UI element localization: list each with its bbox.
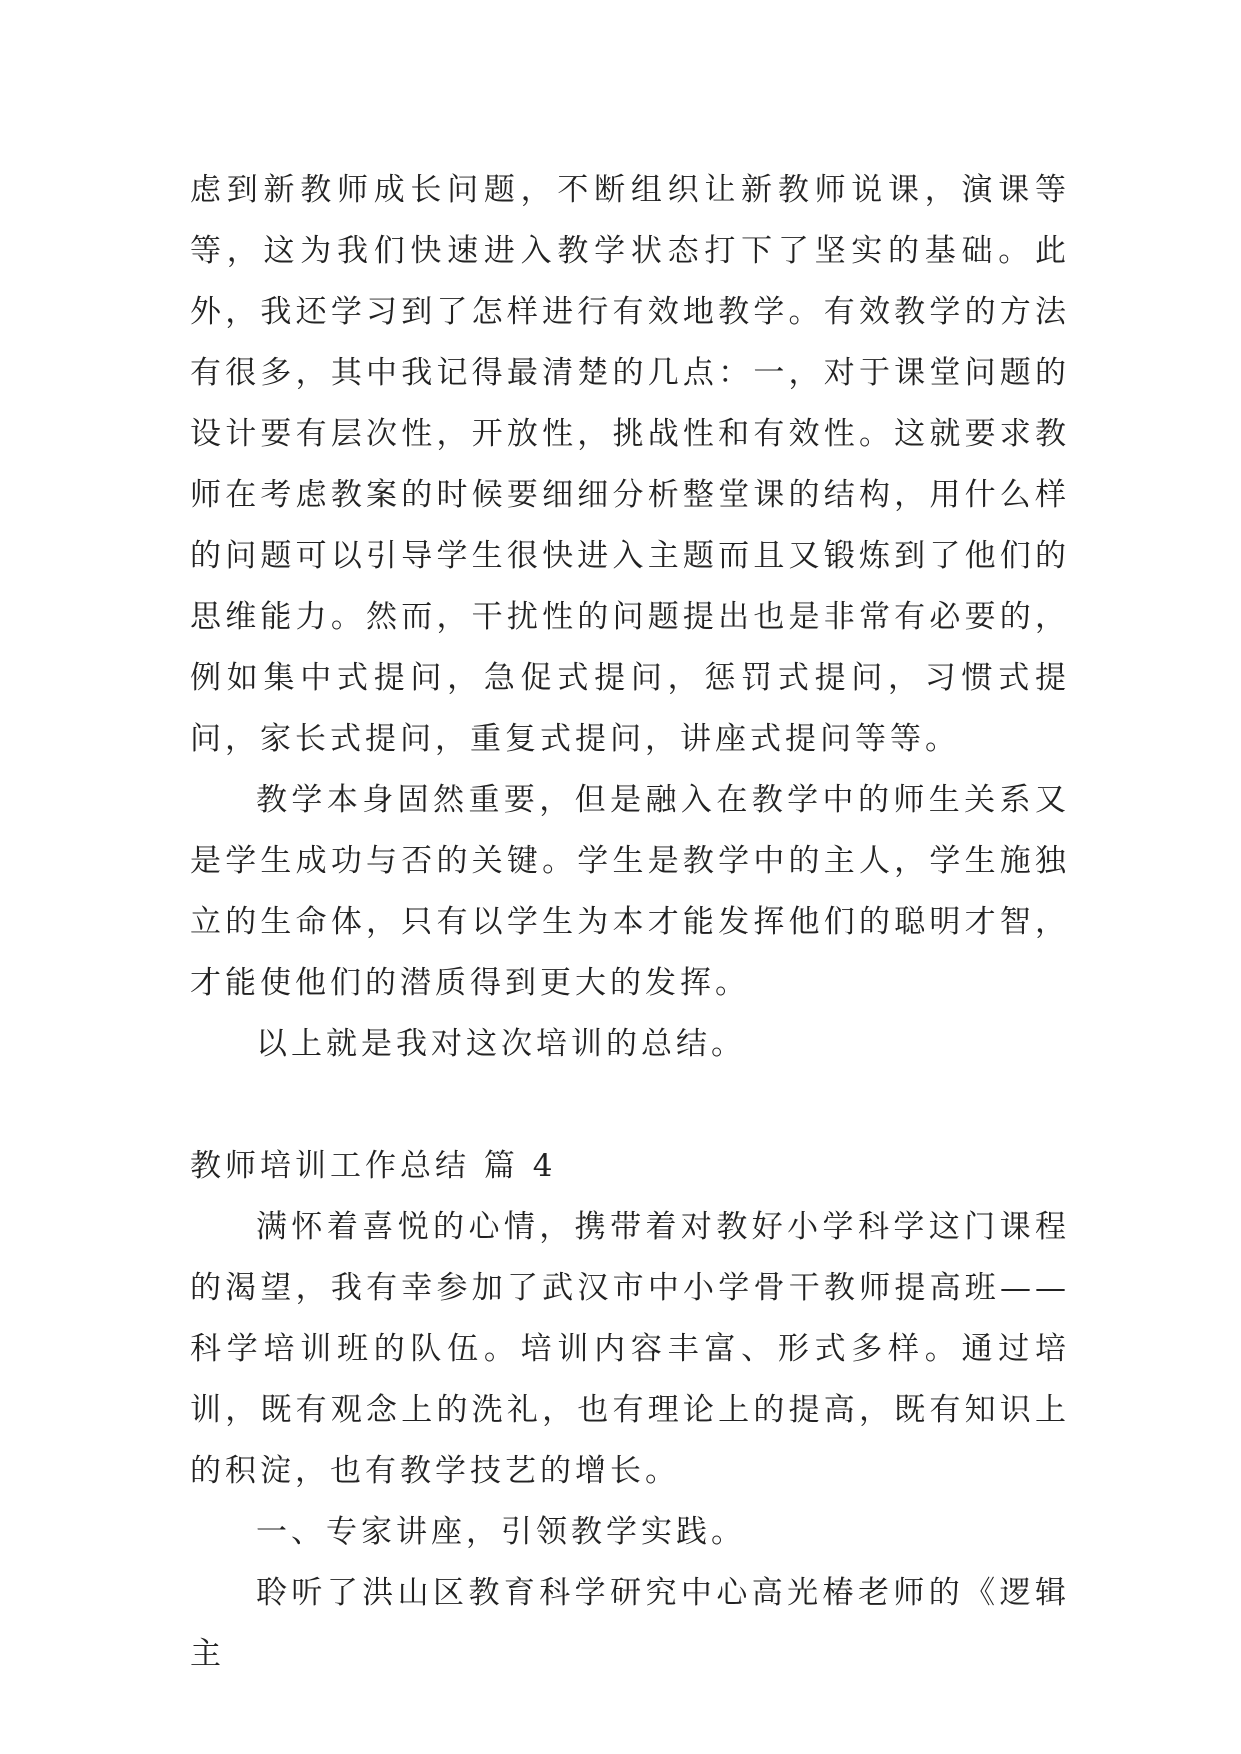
paragraph-continued: 虑到新教师成长问题，不断组织让新教师说课，演课等等，这为我们快速进入教学状态打下了坚实的基础。此外，我还学习到了怎样进行有效地教学。有效教学的方法有很多，其中我记得最清楚的几点：一，对于课堂问题的设计要有层次性，开放性，挑战性和有效性。这就要求教师在考虑教案的时候要细细分析整堂课的结构，用什么样的问题可以引导学生很快进入主题而且又锻炼到了他们的思维能力。然而，干扰性的问题提出也是非常有必要的，例如集中式提问，急促式提问，惩罚式提问，习惯式提问，家长式提问，重复式提问，讲座式提问等等。 — [190, 172, 1070, 757]
paragraph-summary-closing: 以上就是我对这次培训的总结。 — [256, 1026, 746, 1062]
paragraph-lecture-start: 聆听了洪山区教育科学研究中心高光椿老师的《逻辑主 — [190, 1575, 1070, 1672]
paragraph-intro: 满怀着喜悦的心情，携带着对教好小学科学这门课程的渴望，我有幸参加了武汉市中小学骨干教师提高班——科学培训班的队伍。培训内容丰富、形式多样。通过培训，既有观念上的洗礼，也有理论上的提高，既有知识上的积淀，也有教学技艺的增长。 — [190, 1209, 1070, 1489]
section-spacer — [190, 1075, 1070, 1136]
paragraph-teacher-student-relationship: 教学本身固然重要，但是融入在教学中的师生关系又是学生成功与否的关键。学生是教学中的主人，学生施独立的生命体，只有以学生为本才能发挥他们的聪明才智，才能使他们的潜质得到更大的发挥。 — [190, 782, 1070, 1001]
section-heading: 教师培训工作总结 篇 4 — [190, 1148, 557, 1184]
document-body — [190, 160, 1070, 1685]
subheading-expert-lecture: 一、专家讲座，引领教学实践。 — [256, 1514, 746, 1550]
